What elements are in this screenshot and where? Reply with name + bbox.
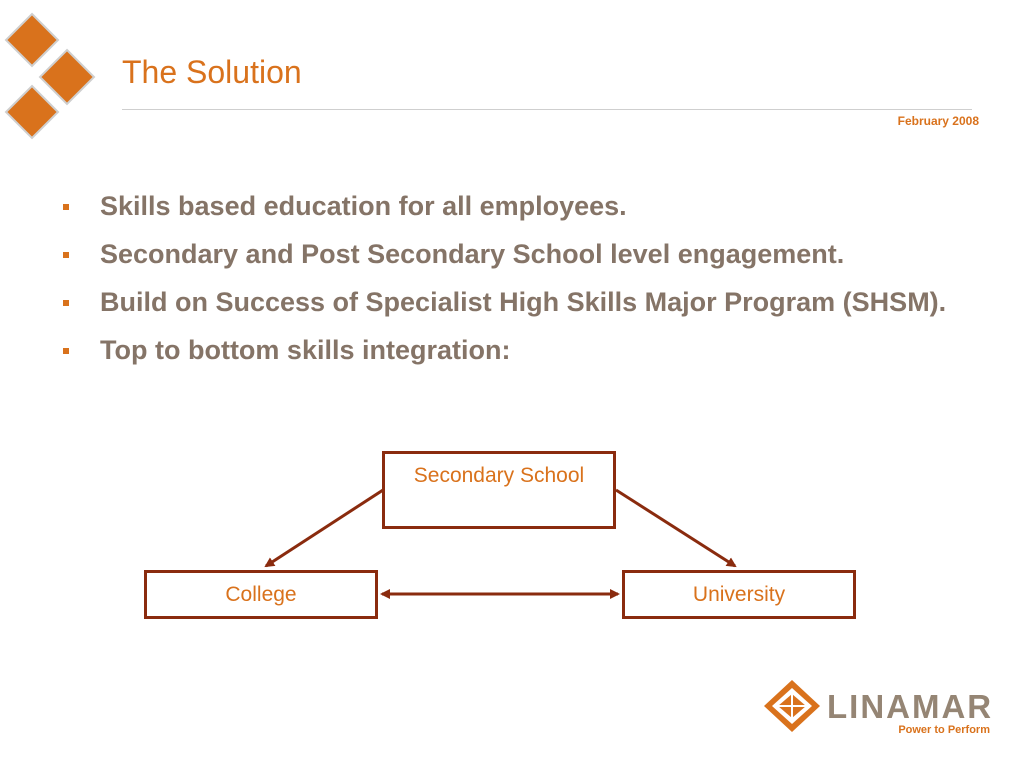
- arrow-to-college: [266, 490, 383, 566]
- bullet-text: Top to bottom skills integration:: [100, 335, 511, 365]
- linamar-logo: [760, 678, 1000, 748]
- college-label: College: [225, 583, 297, 606]
- secondary-school-label: Secondary School: [413, 464, 585, 487]
- arrow-to-university: [616, 490, 735, 566]
- university-label: University: [692, 583, 786, 606]
- linamar-diamond-icon: [760, 678, 826, 738]
- bullet-text: Build on Success of Specialist High Skills Major Program (SHSM).: [100, 287, 947, 317]
- brand-name: LINAMAR: [827, 688, 994, 725]
- slide-date: February 2008: [897, 114, 979, 128]
- college-box: [144, 570, 378, 619]
- university-box: [622, 570, 856, 619]
- slide-title: The Solution: [122, 54, 302, 90]
- brand-tagline: Power to Perform: [898, 724, 990, 736]
- bullet-text: Secondary and Post Secondary School level engagement.: [100, 239, 845, 269]
- secondary-school-box: [382, 451, 616, 529]
- bullet-text: Skills based education for all employees.: [100, 191, 627, 221]
